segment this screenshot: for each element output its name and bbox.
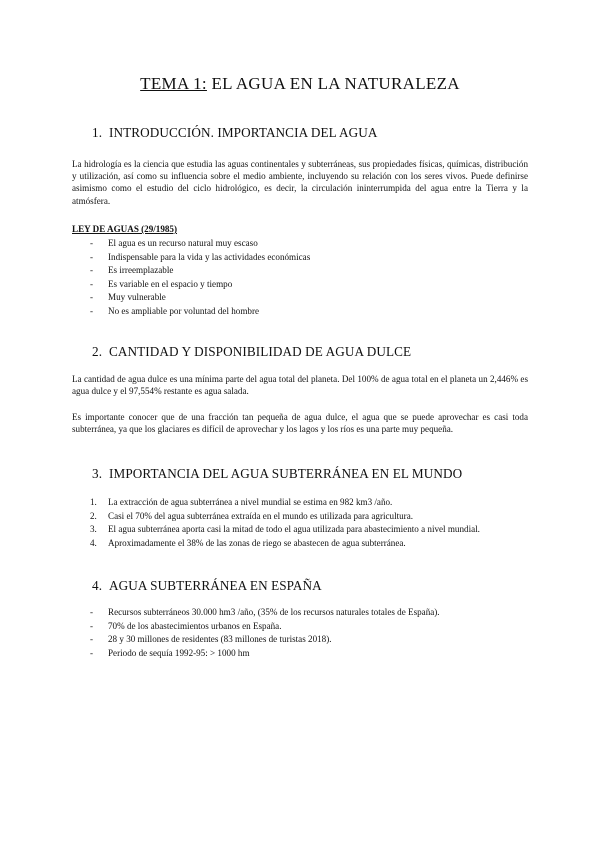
list-marker: - xyxy=(90,251,94,262)
section-1-heading xyxy=(92,125,377,141)
section-number: 4. xyxy=(92,578,103,593)
list-item: 1. La extracción de agua subterránea a nivel mundial se estima en 982 km3 /año. xyxy=(90,497,393,507)
section-title: IMPORTANCIA DEL AGUA SUBTERRÁNEA EN EL MUNDO xyxy=(109,466,463,481)
list-marker: - xyxy=(90,292,94,303)
list-item: - El agua es un recurso natural muy escaso xyxy=(72,237,310,251)
cantidad-paragraph-1: La cantidad de agua dulce es una mínima parte del agua total del planeta. Del 100% de agua total en el planeta un 2,446% es agua dulce y el 97,554% restante es agua salada. xyxy=(72,374,528,397)
list-marker: - xyxy=(90,647,94,658)
section-number: 3. xyxy=(92,466,103,481)
list-item: - 28 y 30 millones de residentes (83 millones de turistas 2018). xyxy=(72,633,440,647)
section-title: INTRODUCCIÓN. IMPORTANCIA DEL AGUA xyxy=(109,125,378,140)
section-3-heading xyxy=(92,466,462,482)
list-item: - Recursos subterráneos 30.000 hm3 /año, (35% de los recursos naturales totales de España). xyxy=(72,606,440,620)
cantidad-paragraph-2: Es importante conocer que de una fracción tan pequeña de agua dulce, el agua que se puede aprovechar es casi toda subterránea, ya que los glaciares es difícil de aprovechar y los lagos y los ríos es una parte muy pequeña. xyxy=(72,412,528,435)
mundo-list xyxy=(72,496,480,550)
section-number: 1. xyxy=(92,125,103,140)
title-prefix: TEMA 1: xyxy=(140,74,207,93)
law-list xyxy=(72,237,310,319)
section-4-heading xyxy=(92,578,322,594)
list-item: 4. Aproximadamente el 38% de las zonas de riego se abastecen de agua subterránea. xyxy=(90,537,406,548)
document-title xyxy=(0,74,600,94)
espana-list xyxy=(72,606,440,660)
list-item: - 70% de los abastecimientos urbanos en España. xyxy=(72,620,440,634)
list-item: - Muy vulnerable xyxy=(72,291,310,305)
list-item: - Es variable en el espacio y tiempo xyxy=(72,278,310,292)
list-marker: - xyxy=(90,278,94,289)
list-item: - Es irreemplazable xyxy=(72,264,310,278)
list-marker: - xyxy=(90,305,94,316)
list-marker: - xyxy=(90,634,94,645)
section-2-heading xyxy=(92,344,411,360)
list-item: - Periodo de sequía 1992-95: > 1000 hm xyxy=(72,647,440,661)
list-item: 2. Casi el 70% del agua subterránea extraída en el mundo es utilizada para agricultura. xyxy=(90,510,414,521)
intro-paragraph: La hidrología es la ciencia que estudia las aguas continentales y subterráneas, sus propiedades físicas, químicas, distribución y utilización, así como su influencia sobre el medio ambiente, incluyendo su relación con los seres vivos. Puede definirse asimismo como el estudio del ciclo hidrológico, es decir, la circulación ininterrumpida del agua entre la Tierra y la atmósfera. xyxy=(72,159,528,206)
title-rest: EL AGUA EN LA NATURALEZA xyxy=(206,74,460,93)
list-item: - No es ampliable por voluntad del hombre xyxy=(72,305,310,319)
list-marker: - xyxy=(90,607,94,617)
section-number: 2. xyxy=(92,344,103,359)
section-title: AGUA SUBTERRÁNEA EN ESPAÑA xyxy=(109,578,322,593)
section-title: CANTIDAD Y DISPONIBILIDAD DE AGUA DULCE xyxy=(109,344,412,359)
list-marker: - xyxy=(90,265,94,276)
list-item: 3. El agua subterránea aporta casi la mitad de todo el agua utilizada para abastecimiento a nivel mundial. xyxy=(90,524,480,535)
list-marker: - xyxy=(90,238,94,248)
law-title: LEY DE AGUAS (29/1985) xyxy=(72,224,178,234)
list-item: - Indispensable para la vida y las actividades económicas xyxy=(72,251,310,265)
list-marker: - xyxy=(90,620,94,631)
